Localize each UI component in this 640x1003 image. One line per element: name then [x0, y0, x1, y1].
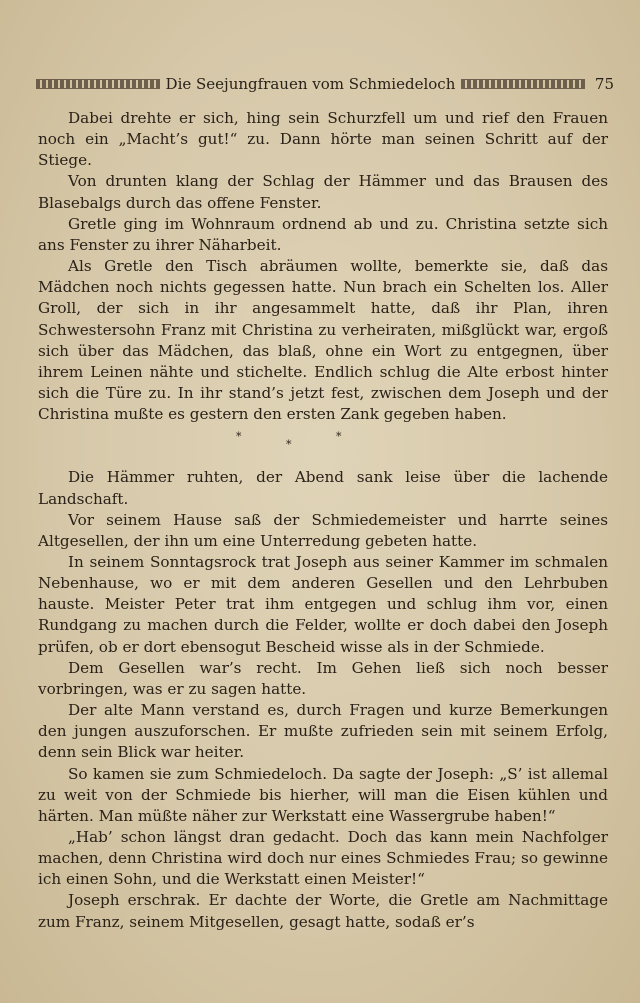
paragraph: Dem Gesellen war’s recht. Im Gehen ließ sich noch besser vorbringen, was er zu sagen hatte. — [38, 658, 608, 698]
separator-star: * — [286, 438, 292, 452]
paragraph: In seinem Sonntagsrock trat Joseph aus seiner Kammer im schmalen Nebenhause, wo er mit dem anderen Gesellen und den Lehrbuben hauste. Meister Peter trat ihm entgegen und schlug ihm vor, einen Rundgang zu machen durch die Felder, wollte er doch dabei den Joseph prüfen, ob er dort ebensogut Bescheid wisse als in der Schmiede. — [38, 552, 608, 656]
separator-star: * — [236, 430, 242, 444]
paragraph: Joseph erschrak. Er dachte der Worte, die Gretle am Nachmittage zum Franz, seinem Mitgesellen, gesagt hatte, sodaß er’s — [38, 891, 608, 931]
separator-star: * — [336, 430, 342, 444]
paragraph: Gretle ging im Wohnraum ordnend ab und zu. Christina setzte sich ans Fenster zu ihrer Näharbeit. — [38, 214, 608, 254]
paragraph: Als Gretle den Tisch abräumen wollte, bemerkte sie, daß das Mädchen noch nichts gegessen hatte. Nun brach ein Schelten los. Aller Groll, der sich in ihr angesammelt hatte, daß ihr Plan, ihren Schwestersohn Franz mit Christina zu verheiraten, mißglückt war, ergoß sich über das Mädchen, das blaß, ohne ein Wort zu entgegnen, über ihrem Leinen nähte und stichelte. Endlich schlug die Alte erbost hinter sich die Türe zu. In ihr stand’s jetzt fest, zwischen dem Joseph und der Christina mußte es gestern den ersten Zank gegeben haben. — [38, 257, 608, 424]
page-number: 75 — [594, 75, 614, 93]
paragraph: Die Hämmer ruhten, der Abend sank leise über die lachende Landschaft. — [38, 468, 608, 508]
running-title: Die Seejungfrauen vom Schmiedeloch — [165, 75, 456, 93]
header-ornament-left — [36, 79, 160, 89]
paragraph: So kamen sie zum Schmiedeloch. Da sagte der Joseph: „S’ ist allemal zu weit von der Schmiede bis hierher, will man die Eisen kühlen und härten. Man müßte näher zur Werkstatt eine Wassergrube haben!“ — [38, 764, 608, 825]
paragraph: Der alte Mann verstand es, durch Fragen und kurze Bemerkungen den jungen auszuforschen. Er mußte zufrieden sein mit seinem Erfolg, denn sein Blick war heiter. — [38, 701, 608, 762]
page-header — [30, 72, 614, 96]
paragraph: „Hab’ schon längst dran gedacht. Doch das kann mein Nachfolger machen, denn Christina wird doch nur eines Schmiedes Frau; so gewinne ich einen Sohn, und die Werkstatt einen Meister!“ — [38, 828, 608, 889]
header-ornament-right — [461, 79, 585, 89]
paragraph: Vor seinem Hause saß der Schmiedemeister und harrte seines Altgesellen, der ihn um eine Unterredung gebeten hatte. — [38, 510, 608, 550]
section-separator — [38, 425, 608, 452]
body-text — [38, 108, 608, 933]
separator-gap — [38, 446, 608, 467]
paragraph: Von drunten klang der Schlag der Hämmer und das Brausen des Blasebalgs durch das offene Fenster. — [38, 172, 608, 212]
paragraph: Dabei drehte er sich, hing sein Schurzfell um und rief den Frauen noch ein „Macht’s gut!“ zu. Dann hörte man seinen Schritt auf der Stiege. — [38, 109, 608, 170]
